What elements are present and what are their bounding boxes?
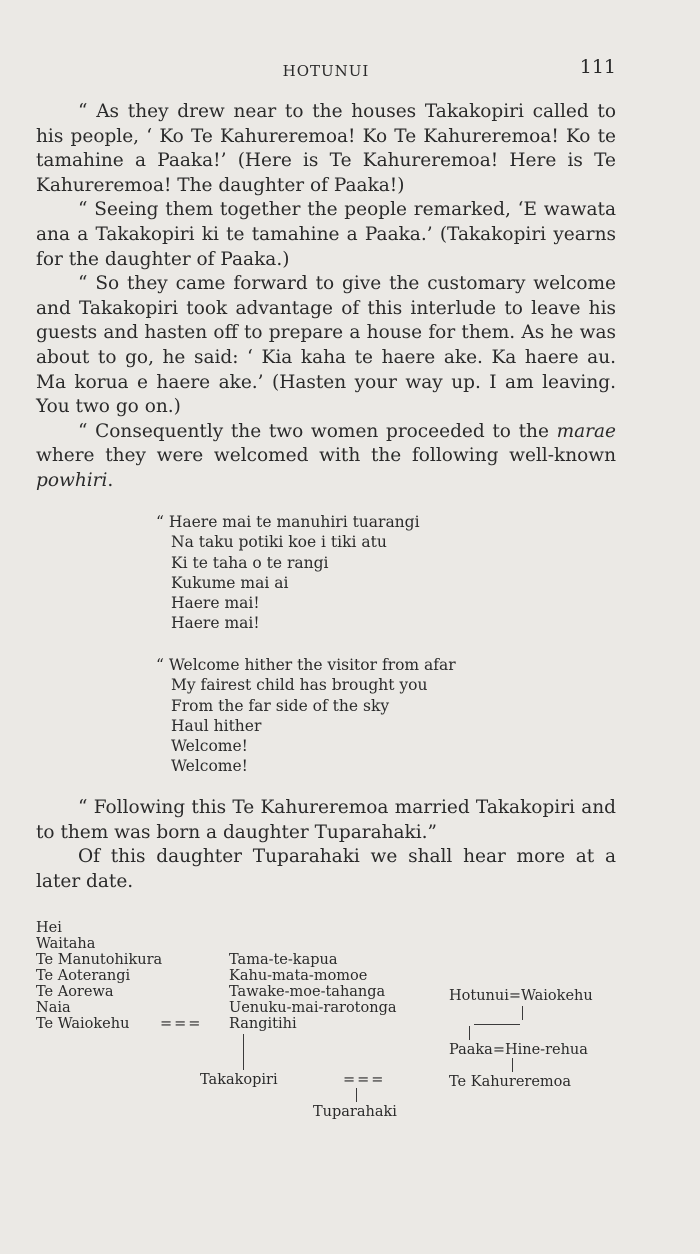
page-number: 111: [579, 56, 616, 78]
text-run: “ Consequently the two women proceeded to the: [78, 420, 557, 442]
descent-line: [522, 1006, 523, 1020]
text-run: where they were welcomed with the following well-known: [36, 445, 616, 467]
ancestor-name: Te Aorewa: [36, 984, 114, 1000]
ancestor-name: Tama-te-kapua: [229, 952, 338, 968]
paragraph: “ As they drew near to the houses Takakopiri called to his people, ‘ Ko Te Kahureremoa! Ko Te Kahureremoa! Ko te tamahine a Paaka!’ (Here is Te Kahureremoa! Here is Te Kahureremoa! The daughter of Paaka!): [36, 101, 616, 196]
marriage-sign: ===: [160, 1016, 203, 1032]
genealogy-chart: [0, 918, 700, 1138]
paragraph: [36, 420, 616, 494]
body-text: [36, 100, 616, 494]
couple-paaka-hine-rehua: Paaka=Hine-rehua: [449, 1042, 588, 1058]
couple-hotunui-waiokehu: Hotunui=Waiokehu: [449, 988, 593, 1004]
poem-line: Welcome!: [171, 737, 248, 756]
text-run: .: [107, 469, 114, 491]
italic-term-marae: marae: [556, 420, 616, 442]
descent-line: [243, 1034, 244, 1070]
poem-line: Ki te taha o te rangi: [171, 553, 329, 572]
running-title: HOTUNUI: [282, 62, 370, 80]
page-header: [36, 56, 616, 82]
poem-maori: [156, 512, 516, 634]
poem-line: Haere mai!: [171, 594, 260, 613]
poem-line: “ Welcome hither the visitor from afar: [156, 656, 456, 674]
ancestor-name: Kahu-mata-momoe: [229, 968, 368, 984]
paragraph: “ Following this Te Kahureremoa married Takakopiri and to them was born a daughter Tuparahaki.”: [36, 797, 616, 843]
poem-line: Haul hither: [171, 716, 262, 735]
ancestor-name: Tuparahaki: [313, 1104, 397, 1120]
poem-line: Kukume mai ai: [171, 573, 289, 592]
ancestor-name: Te Aoterangi: [36, 968, 131, 984]
poem-line: Haere mai!: [171, 614, 260, 633]
ancestor-name: Waitaha: [36, 936, 96, 952]
poem-line: “ Haere mai te manuhiri tuarangi: [156, 513, 420, 531]
descent-line: [512, 1058, 513, 1072]
ancestor-name: Te Waiokehu: [36, 1016, 130, 1032]
italic-term-powhiri: powhiri: [36, 469, 108, 491]
ancestor-name: Te Manutohikura: [36, 952, 163, 968]
descent-line: [469, 1026, 470, 1040]
paragraph: “ So they came forward to give the customary welcome and Takakopiri took advantage of this interlude to leave his guests and hasten off to prepare a house for them. As he was about to go, he said: ‘ Kia kaha te haere ake. Ka haere au. Ma korua e haere ake.’ (Hasten your way up. I am leaving. You two go on.): [36, 273, 616, 418]
poem-line: From the far side of the sky: [171, 696, 390, 715]
descent-line: [474, 1024, 520, 1025]
paragraph: Of this daughter Tuparahaki we shall hear more at a later date.: [36, 846, 616, 892]
ancestor-name: Rangitihi: [229, 1016, 297, 1032]
ancestor-name: Takakopiri: [200, 1072, 278, 1088]
poem-english: [156, 655, 516, 777]
ancestor-name: Hei: [36, 920, 62, 936]
poem-line: Na taku potiki koe i tiki atu: [171, 533, 387, 552]
ancestor-name: Naia: [36, 1000, 71, 1016]
ancestor-name: Uenuku-mai-rarotonga: [229, 1000, 397, 1016]
poem-line: Welcome!: [171, 757, 248, 776]
descent-line: [356, 1088, 357, 1102]
poem-line: My fairest child has brought you: [171, 676, 428, 695]
ancestor-name: Tawake-moe-tahanga: [229, 984, 386, 1000]
ancestor-name: Te Kahureremoa: [449, 1074, 572, 1090]
closing-text: [36, 796, 616, 894]
marriage-sign: ===: [343, 1072, 386, 1088]
paragraph: “ Seeing them together the people remarked, ‘E wawata ana a Takakopiri ki te tamahine a Paaka.’ (Takakopiri yearns for the daughter of Paaka.): [36, 199, 616, 270]
